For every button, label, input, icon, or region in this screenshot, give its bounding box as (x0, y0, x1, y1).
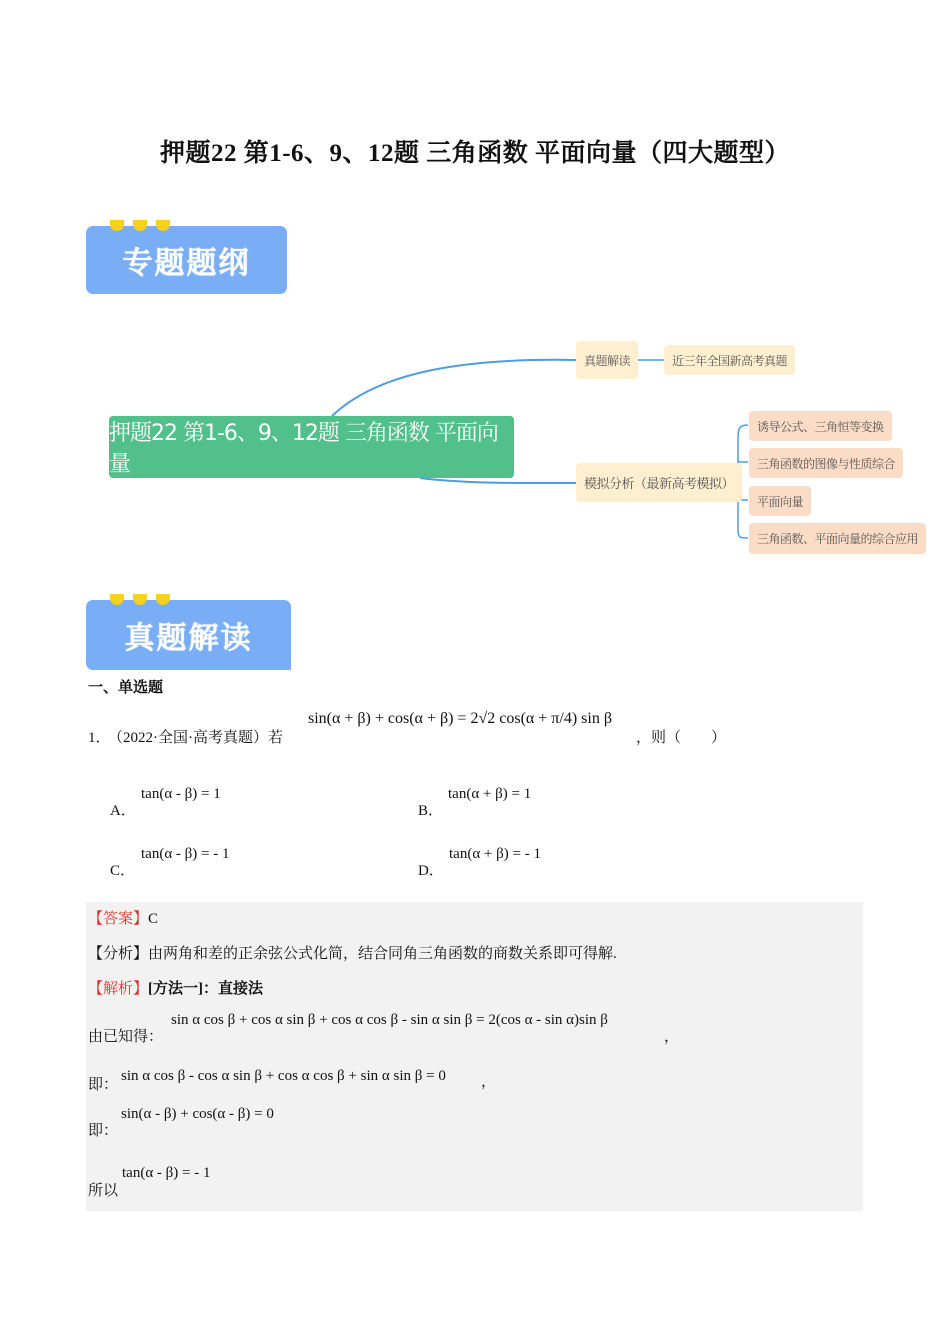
section-banner-reading (86, 600, 291, 670)
step-1-suffix: ， (664, 1029, 680, 1045)
step-2-suffix: ， (481, 1074, 497, 1090)
question-source: （2022·全国·高考真题）若 (108, 730, 283, 746)
step-2-prefix: 即： (88, 1077, 119, 1093)
question-suffix: ，则（ ） (636, 730, 727, 746)
mindmap-root-node: 押题22 第1-6、9、12题 三角函数 平面向量 (109, 416, 514, 478)
method-label: [方法一]：直接法 (148, 981, 264, 997)
step-1-prefix: 由已知得： (88, 1029, 164, 1045)
option-d-letter: D． (418, 863, 444, 879)
mindmap-leaf-plane-vectors: 平面向量 (749, 486, 811, 516)
answer-tag: 【答案】 (88, 911, 149, 927)
mindmap-branch-real-exam: 真题解读 (576, 341, 638, 379)
banner-label: 真题解读 (124, 621, 253, 656)
step-4-formula: tan(α - β) = - 1 (122, 1165, 211, 1181)
option-a-formula[interactable]: tan(α - β) = 1 (141, 786, 221, 802)
option-d-formula[interactable]: tan(α + β) = - 1 (449, 846, 541, 862)
option-c-formula[interactable]: tan(α - β) = - 1 (141, 846, 230, 862)
question-number: 1． (88, 730, 111, 746)
option-c-letter: C． (110, 863, 136, 879)
mindmap-leaf-graph-properties: 三角函数的图像与性质综合 (749, 448, 903, 478)
step-3-formula: sin(α - β) + cos(α - β) = 0 (121, 1106, 274, 1122)
mindmap-leaf-comprehensive: 三角函数、平面向量的综合应用 (749, 523, 926, 554)
option-b-formula[interactable]: tan(α + β) = 1 (448, 786, 532, 802)
document-title: 押题22 第1-6、9、12题 三角函数 平面向量（四大题型） (159, 140, 791, 167)
step-2-formula: sin α cos β - cos α sin β + cos α cos β + sin α sin β = 0 (121, 1068, 446, 1084)
step-3-prefix: 即： (88, 1123, 119, 1139)
banner-label: 专题题纲 (122, 246, 251, 281)
section-heading: 一、单选题 (88, 680, 164, 696)
question-formula: sin(α + β) + cos(α + β) = 2√2 cos(α + π/4) sin β (308, 710, 612, 727)
mindmap-leaf-recent-exams: 近三年全国新高考真题 (664, 345, 795, 375)
step-4-prefix: 所以 (88, 1183, 119, 1199)
option-b-letter: B． (418, 803, 444, 819)
step-1-formula: sin α cos β + cos α sin β + cos α cos β - sin α sin β = 2(cos α - sin α)sin β (171, 1012, 608, 1028)
mindmap-branch-mock-analysis: 模拟分析（最新高考模拟） (576, 463, 742, 502)
analysis-line (88, 942, 617, 963)
explain-tag: 【解析】 (88, 981, 149, 997)
answer-value: C (148, 911, 159, 927)
decorative-dots-icon (110, 594, 170, 605)
analysis-text: 由两角和差的正余弦公式化简，结合同角三角函数的商数关系即可得解. (148, 946, 617, 962)
analysis-tag: 【分析】 (88, 946, 149, 962)
answer-line (88, 907, 158, 928)
explain-line (88, 977, 263, 998)
option-a-letter: A． (110, 803, 136, 819)
mindmap-leaf-induction-formulas: 诱导公式、三角恒等变换 (749, 411, 892, 441)
